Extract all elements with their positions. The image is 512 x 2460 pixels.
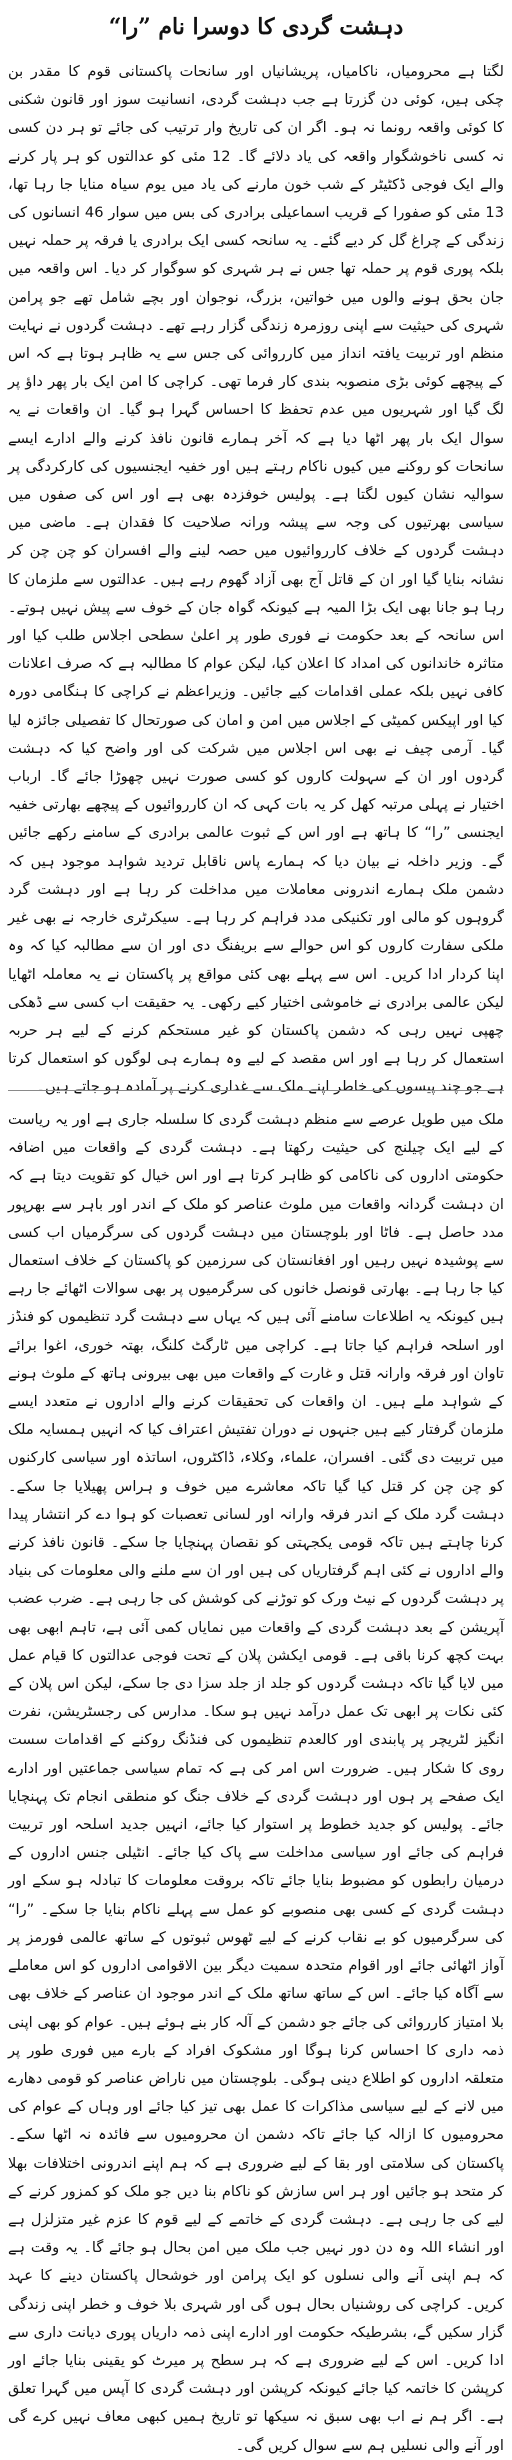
section-two-text: ملک میں طویل عرصے سے منظم دہشت گردی کا سلسلہ جاری ہے اور یہ ریاست کے لیے ایک چیلنج کی حیثیت رکھتا ہے۔ دہشت گردی کے واقعات میں اضافہ حکومتی اداروں کی ناکامی کو ظاہر کرتا ہے اور اس خیال کو تقویت دیتا ہے کہ ان دہشت گردانہ واقعات میں ملوث عناصر کو ملک کے اندر اور باہر سے بھرپور مدد حاصل ہے۔ فاٹا اور بلوچستان میں دہشت گردوں کی سرگرمیاں اب کسی سے پوشیدہ نہیں رہیں اور افغانستان کی سرزمین کو پاکستان کے خلاف استعمال کیا جا رہا ہے۔ بھارتی قونصل خانوں کی سرگرمیوں پر بھی سوالات اٹھائے جا رہے ہیں کیونکہ یہ اطلاعات سامنے آئی ہیں کہ یہاں سے دہشت گرد تنظیموں کو فنڈز اور اسلحہ فراہم کیا جاتا ہے۔ کراچی میں ٹارگٹ کلنگ، بھتہ خوری، اغوا برائے تاوان اور فرقہ وارانہ قتل و غارت کے واقعات میں بھی بیرونی ہاتھ کے ملوث ہونے کے شواہد ملے ہیں۔ ان واقعات کی تحقیقات کرنے والے اداروں نے متعدد ایسے ملزمان گرفتار کیے ہیں جنہوں نے دوران تفتیش اعتراف کیا کہ انہیں ہمسایہ ملک میں تربیت دی گئی۔ افسران، علماء، وکلاء، ڈاکٹروں، اساتذہ اور سیاسی کارکنوں کو چن چن کر قتل کیا گیا تاکہ معاشرے میں خوف و ہراس پھیلایا جا سکے۔ دہشت گرد ملک کے اندر فرقہ وارانہ اور لسانی تعصبات کو ہوا دے کر انتشار پیدا کرنا چاہتے ہیں تاکہ قومی یکجہتی کو نقصان پہنچایا جا سکے۔ قانون نافذ کرنے والے اداروں نے کئی اہم گرفتاریاں کی ہیں اور ان سے ملنے والی معلومات کی بنیاد پر دہشت گردوں کے نیٹ ورک کو توڑنے کی کوشش کی جا رہی ہے۔ ضرب عضب آپریشن کے بعد دہشت گردی کے واقعات میں نمایاں کمی آئی ہے، تاہم ابھی بھی بہت کچھ کرنا باقی ہے۔ قومی ایکشن پلان کے تحت فوجی عدالتوں کا قیام عمل میں لایا گیا تاکہ دہشت گردوں کو جلد از جلد سزا دی جا سکے، لیکن اس پلان کے کئی نکات پر ابھی تک عمل درآمد نہیں ہو سکا۔ مدارس کی رجسٹریشن، نفرت انگیز لٹریچر پر پابندی اور کالعدم تنظیموں کی فنڈنگ روکنے کے اقدامات سست روی کا شکار ہیں۔ ضرورت اس امر کی ہے کہ تمام سیاسی جماعتیں اور ادارے ایک صفحے پر ہوں اور دہشت گردی کے خلاف جنگ کو منطقی انجام تک پہنچایا جائے۔ پولیس کو جدید خطوط پر استوار کیا جائے، انہیں جدید اسلحہ اور تربیت فراہم کی جائے اور سیاسی مداخلت سے پاک کیا جائے۔ انٹیلی جنس اداروں کے درمیان رابطوں کو مضبوط بنایا جائے تاکہ بروقت معلومات کا تبادلہ ہو سکے اور دہشت گردی کے کسی بھی منصوبے کو عمل سے پہلے ناکام بنایا جا سکے۔ ”را“ کی سرگرمیوں کو بے نقاب کرنے کے لیے ٹھوس ثبوتوں کے ساتھ عالمی فورمز پر آواز اٹھائی جائے اور اقوام متحدہ سمیت دیگر بین الاقوامی اداروں کو اس معاملے سے آگاہ کیا جائے۔ اس کے ساتھ ساتھ ملک کے اندر موجود ان عناصر کے خلاف بھی بلا امتیاز کارروائی کی جائے جو دشمن کے آلہ کار بنے ہوئے ہیں۔ عوام کو بھی اپنی ذمہ داری کا احساس کرنا ہوگا اور مشکوک افراد کے بارے میں فوری طور پر متعلقہ اداروں کو اطلاع دینی ہوگی۔ بلوچستان میں ناراض عناصر کو قومی دھارے میں لانے کے لیے سیاسی مذاکرات کا عمل بھی تیز کیا جائے اور وہاں کے عوام کی محرومیوں کا ازالہ کیا جائے تاکہ دشمن ان محرومیوں سے فائدہ نہ اٹھا سکے۔ پاکستان کی سلامتی اور بقا کے لیے ضروری ہے کہ ہم اپنے اندرونی اختلافات بھلا کر متحد ہو جائیں اور ہر اس سازش کو ناکام بنا دیں جو ملک کو کمزور کرنے کے لیے کی جا رہی ہے۔ دہشت گردی کے خاتمے کے لیے قوم کا عزم غیر متزلزل ہے اور انشاء اللہ وہ دن دور نہیں جب ملک میں امن بحال ہو جائے گا۔ یہ وقت ہے کہ ہم اپنی آنے والی نسلوں کو ایک پرامن اور خوشحال پاکستان دینے کا عہد کریں۔ کراچی کی روشنیاں بحال ہوں گی اور شہری بلا خوف و خطر اپنی زندگی گزار سکیں گے، بشرطیکہ حکومت اور ادارے اپنی ذمہ داریاں پوری دیانت داری سے ادا کریں۔ اس کے لیے ضروری ہے کہ ہر سطح پر میرٹ کو یقینی بنایا جائے اور کرپشن کا خاتمہ کیا جائے کیونکہ کرپشن اور دہشت گردی کا آپس میں گہرا تعلق ہے۔ اگر ہم نے اب بھی سبق نہ سیکھا تو تاریخ ہمیں کبھی معاف نہیں کرے گی اور آنے والی نسلیں ہم سے سوال کریں گی۔ — [8, 1111, 504, 2454]
article-page — [8, 0, 504, 2454]
article-section-two — [8, 1106, 504, 2454]
section-one-text: لگتا ہے محرومیاں، ناکامیاں، پریشانیاں اور سانحات پاکستانی قوم کا مقدر بن چکی ہیں، کوئی دن گزرتا ہے جب دہشت گردی، انسانیت سوز اور قانون شکنی کا کوئی واقعہ رونما نہ ہو۔ اگر ان کی تاریخ وار ترتیب کی جائے تو ہر دن کسی نہ کسی ناخوشگوار واقعہ کی یاد دلائے گا۔ 12 مئی کو عدالتوں کو ہر پار کرنے والے ایک فوجی ڈکٹیٹر کے شب خون مارنے کی یاد میں یوم سیاہ منایا جا رہا تھا، 13 مئی کو صفورا کے قریب اسماعیلی برادری کی بس میں سوار 46 انسانوں کی زندگی کے چراغ گل کر دیے گئے۔ یہ سانحہ کسی ایک برادری یا فرقہ پر حملہ نہیں بلکہ پوری قوم پر حملہ تھا جس نے ہر شہری کو سوگوار کر دیا۔ اس واقعہ میں جان بحق ہونے والوں میں خواتین، بزرگ، نوجوان اور بچے شامل تھے جو پرامن شہری کی حیثیت سے اپنی روزمرہ زندگی گزار رہے تھے۔ دہشت گردوں نے نہایت منظم اور تربیت یافتہ انداز میں کارروائی کی جس سے یہ ظاہر ہوتا ہے کہ اس کے پیچھے کوئی بڑی منصوبہ بندی کار فرما تھی۔ کراچی کا امن ایک بار پھر داؤ پر لگ گیا اور شہریوں میں عدم تحفظ کا احساس گہرا ہو گیا۔ ان واقعات نے یہ سوال ایک بار پھر اٹھا دیا ہے کہ آخر ہمارے قانون نافذ کرنے والے ادارے ایسے سانحات کو روکنے میں کیوں ناکام رہتے ہیں اور خفیہ ایجنسیوں کی کارکردگی پر سوالیہ نشان کیوں لگتا ہے۔ پولیس خوفزدہ بھی ہے اور اس کی صفوں میں سیاسی بھرتیوں کی وجہ سے پیشہ ورانہ صلاحیت کا فقدان ہے۔ ماضی میں دہشت گردوں کے خلاف کارروائیوں میں حصہ لینے والے افسران کو چن چن کر نشانہ بنایا گیا اور ان کے قاتل آج بھی آزاد گھوم رہے ہیں۔ عدالتوں سے ملزمان کا رہا ہو جانا بھی ایک بڑا المیہ ہے کیونکہ گواہ جان کے خوف سے پیش نہیں ہوتے۔ اس سانحہ کے بعد حکومت نے فوری طور پر اعلیٰ سطحی اجلاس طلب کیا اور متاثرہ خاندانوں کی امداد کا اعلان کیا، لیکن عوام کا مطالبہ ہے کہ صرف اعلانات کافی نہیں بلکہ عملی اقدامات کیے جائیں۔ وزیراعظم نے کراچی کا ہنگامی دورہ کیا اور اپیکس کمیٹی کے اجلاس میں امن و امان کی صورتحال کا تفصیلی جائزہ لیا گیا۔ آرمی چیف نے بھی اس اجلاس میں شرکت کی اور واضح کیا کہ دہشت گردوں اور ان کے سہولت کاروں کو کسی صورت نہیں چھوڑا جائے گا۔ ارباب اختیار نے پہلی مرتبہ کھل کر یہ بات کہی کہ ان کارروائیوں کے پیچھے بھارتی خفیہ ایجنسی ”را“ کا ہاتھ ہے اور اس کے ثبوت عالمی برادری کے سامنے رکھے جائیں گے۔ وزیر داخلہ نے بیان دیا کہ ہمارے پاس ناقابل تردید شواہد موجود ہیں کہ دشمن ملک ہمارے اندرونی معاملات میں مداخلت کر رہا ہے اور دہشت گرد گروہوں کو مالی اور تکنیکی مدد فراہم کر رہا ہے۔ سیکرٹری خارجہ نے بھی غیر ملکی سفارت کاروں کو اس حوالے سے بریفنگ دی اور ان سے مطالبہ کیا کہ وہ اپنا کردار ادا کریں۔ اس سے پہلے بھی کئی مواقع پر پاکستان نے یہ معاملہ اٹھایا لیکن عالمی برادری نے خاموشی اختیار کیے رکھی۔ یہ حقیقت اب کسی سے ڈھکی چھپی نہیں رہی کہ دشمن پاکستان کو غیر مستحکم کرنے کے لیے ہر حربہ استعمال کر رہا ہے اور اس مقصد کے لیے وہ ہمارے ہی لوگوں کو استعمال کرتا ہے جو چند پیسوں کی خاطر اپنے ملک سے غداری کرنے پر آمادہ ہو جاتے ہیں۔ — [8, 63, 504, 1096]
section-divider — [8, 1090, 504, 1091]
article-title: دہشت گردی کا دوسرا نام ”را“ — [108, 14, 404, 40]
article-section-one — [8, 58, 504, 1096]
